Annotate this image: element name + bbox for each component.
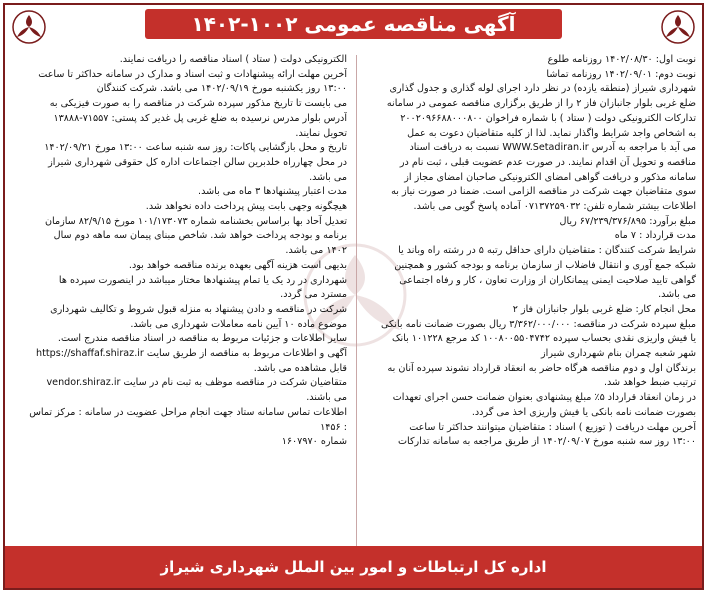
text-line: ترتیب ضبط خواهد شد. [603,377,696,389]
text-line: تدارکات الکترونیکی دولت ( ستاد ) با شماره فراخوان ۲۰۰۲۰۹۶۶۸۸۰۰۰۸۰۰ [400,112,696,124]
header [5,5,702,49]
text-line: الکترونیکی دولت ( ستاد ) اسناد مناقصه را دریافت نمایند. [119,54,347,65]
shiraz-municipality-logo-icon [660,9,696,45]
text-line: بدیهی است هزینه آگهی بعهده برنده مناقصه خواهد بود. [128,259,347,271]
text-line: نوبت اول: ۱۴۰۲/۰۸/۳۰ روزنامه طلوع [547,54,696,65]
text-line: گواهی تایید صلاحیت ایمنی پیمانکاران از وزارت تعاون ، کار و رفاه اجتماعی [399,274,696,286]
text-line: در زمان انعقاد قرارداد ۵٪ مبلغ پیشنهادی بعنوان ضمانت حسن اجرای تعهدات [392,392,696,404]
text-line: شهرداری در رد یک یا تمام پیشنهادها مختار میباشد در اینصورت سپرده ها [58,274,347,286]
text-line: سایر اطلاعات و جزئیات مربوط به مناقصه در اسناد مناقصه مندرج است. [57,333,347,345]
text-line: ضلع غربی بلوار جانبازان فاز ۲ را از طریق برگزاری مناقصه عمومی در سامانه [386,98,696,110]
text-line: تعدیل آحاد بها براساس بخشنامه شماره ۱۰۱/۱۷۳۰۷۳ مورخ ۸۲/۹/۱۵ سازمان [44,215,347,227]
text-line: می آید با مراجعه به آدرس WWW.Setadiran.ir نسبت به دریافت اسناد [409,142,696,154]
content-columns [11,53,696,549]
text-line: نوبت دوم: ۱۴۰۲/۰۹/۰۱ روزنامه تماشا [546,68,696,80]
text-line: : ۱۴۵۶ [320,421,347,433]
text-line: تاریخ و محل بازگشایی پاکات: روز سه شنبه ساعت ۱۳:۰۰ مورخ ۱۴۰۲/۰۹/۲۱ [44,142,347,154]
text-line: برندگان اول و دوم مناقصه هرگاه حاضر به انعقاد قرارداد نشوند سپرده آنان به [387,362,696,374]
footer-banner: اداره کل ارتباطات و امور بین الملل شهرداری شیراز [5,546,702,588]
text-line: قابل مشاهده می باشد. [253,362,347,374]
text-line: اطلاعات بیشتر شماره تلفن: ۰۷۱۳۷۲۵۹۰۳۲ آماده پاسخ گویی می باشد. [413,201,696,213]
text-line: در محل چهارراه خلدبرین سالن اجتماعات اداره کل حقوقی شهرداری شیراز [48,156,347,168]
text-line: مبلغ برآورد: ۶۷/۲۳۹/۳۷۶/۸۹۵ ریال [559,215,696,227]
text-line: آخرین مهلت دریافت ( توزیع ) اسناد : متقاضیان میتوانند حداکثر تا ساعت [409,421,696,433]
text-line: برنامه و بودجه پرداخت خواهد شد. شاخص مبنای پیمان سه ماهه دوم سال [53,230,347,242]
text-line: ۱۳:۰۰ روز یکشنبه مورخ ۱۴۰۲/۰۹/۱۹ می باشد. شرکت کنندگان [96,83,347,95]
advertisement-frame [3,3,704,590]
text-line: تحویل نمایند. [295,127,347,139]
text-line: مدت قرارداد : ۷ ماه [614,230,696,242]
text-line: محل انجام کار: ضلع غربی بلوار جانبازان فاز ۲ [512,303,696,315]
page-title: آگهی مناقصه عمومی ۱۰۰۲-۱۴۰۲ [145,9,562,39]
text-line: مناقصه و تحویل آن اقدام نمایند. در صورت عدم عضویت قبلی ، ثبت نام در [399,156,696,168]
text-line: متقاضیان شرکت در مناقصه موظف به ثبت نام در سایت vendor.shiraz.ir [46,377,347,389]
text-line: آدرس بلوار مدرس نرسیده به ضلع غربی پل غدیر کد پستی: ۷۱۵۵۷-۱۳۸۸۸ [53,112,347,124]
shiraz-municipality-logo-icon [11,9,47,45]
text-line: موضوع ماده ۱۰ آیین نامه معاملات شهرداری می باشد. [130,318,347,330]
text-line: می باشند. [306,392,347,404]
text-line: مسترد می گردد. [280,289,347,301]
text-line: ۱۳:۰۰ روز سه شنبه مورخ ۱۴۰۲/۰۹/۰۷ از طریق مراجعه به سامانه تدارکات [398,436,696,448]
text-line: هیچگونه وجهی بابت پیش پرداخت داده نخواهد شد. [145,201,347,213]
text-line: بصورت ضمانت نامه بانکی یا فیش واریزی اخذ می گردد. [471,406,696,418]
text-line: می باشد. [658,289,696,301]
text-line: آگهی و اطلاعات مربوط به مناقصه از طریق سایت https://shaffaf.shiraz.ir [36,348,347,360]
text-line: شهرداری شیراز (منطقه یازده) در نظر دارد اجرای لوله گذاری و جدول گذاری [389,83,696,95]
text-line: می بایست تا تاریخ مذکور سپرده شرکت در مناقصه را به صورت فیزیکی به [49,98,347,110]
right-column [360,53,696,549]
text-line: سوی متقاضیان جهت شرکت در مناقصه الزامی است. ضمنا در صورت نیاز به [391,186,696,198]
text-line: یا فیش واریزی نقدی بحساب سپرده ۱۰۰۸۰۰۵۵۰۴۷۴۲ کد مرجع ۱۰۱۲۲۸ بانک [391,333,696,345]
text-line: شرکت در مناقصه و دادن پیشنهاد به منزله قبول شروط و تکالیف شهرداری [50,303,347,315]
text-line: آخرین مهلت ارائه پیشنهادات و ثبت اسناد و مدارک در سامانه حداکثر تا ساعت [38,68,347,80]
text-line: مدت اعتبار پیشنهادها ۳ ماه می باشد. [198,186,347,198]
text-line: سامانه مذکور و دریافت گواهی امضای الکترونیکی صاحبان امضای مجاز از [404,171,696,183]
text-line: شهر شعبه چمران بنام شهرداری شیراز [541,348,696,360]
text-line: مبلغ سپرده شرکت در مناقصه: ۳/۳۶۲/۰۰۰/۰۰۰ ریال بصورت ضمانت نامه بانکی [381,318,696,330]
text-line: اطلاعات تماس سامانه ستاد جهت انجام مراحل عضویت در سامانه : مرکز تماس [29,406,347,418]
text-line: ۱۴۰۲ می باشد. [285,245,347,257]
text-line: به اشخاص واجد شرایط واگذار نماید. لذا از کلیه متقاضیان دعوت به عمل [407,127,696,139]
column-divider [356,55,357,547]
text-line: شماره ۱۶۰۷۹۷۰ [281,436,347,448]
text-line: شرایط شرکت کنندگان : متقاضیان دارای حداقل رتبه ۵ در رشته راه وباند یا [398,245,696,257]
text-line: شبکه جمع آوری و انتقال فاضلاب از سازمان برنامه و بودجه کشور و همچنین [394,259,696,271]
text-line: می باشد. [309,171,347,183]
left-column [11,53,347,549]
